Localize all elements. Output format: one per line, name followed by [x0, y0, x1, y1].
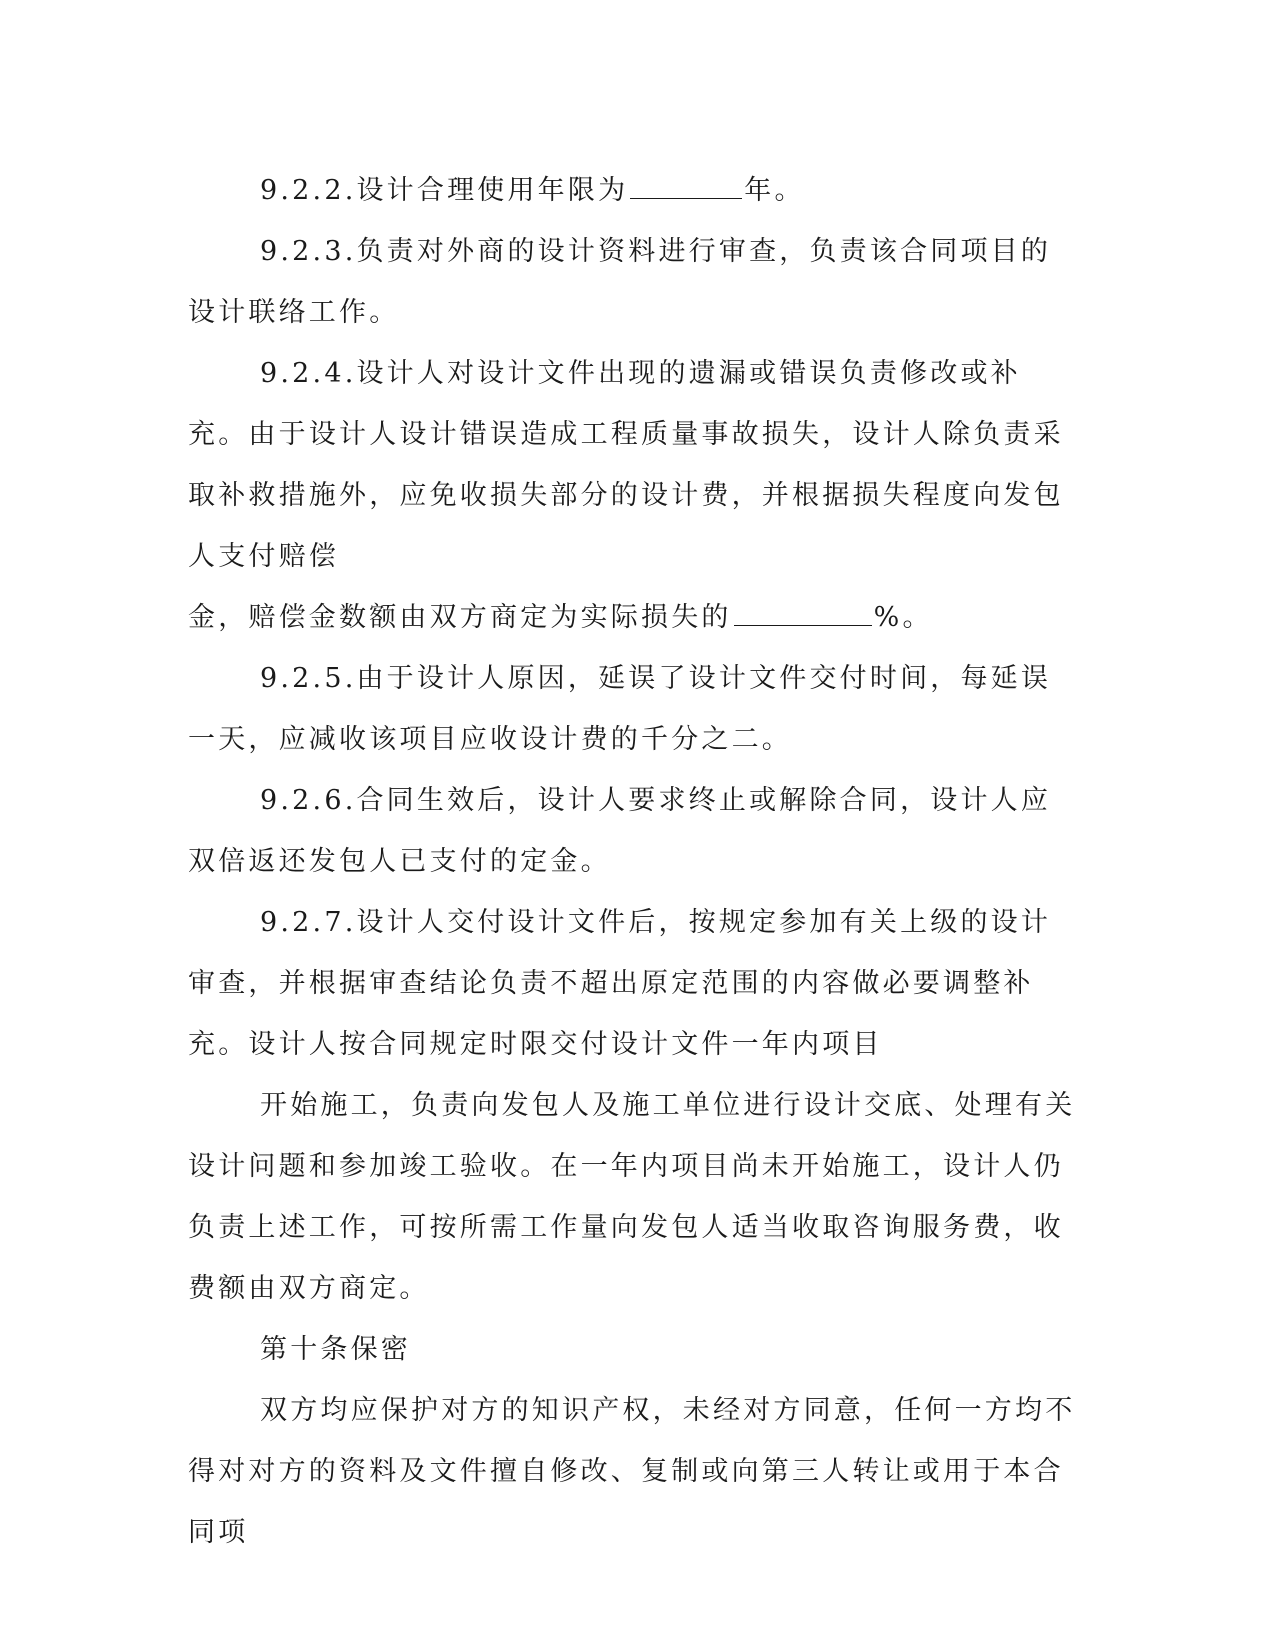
clause-9-2-7: 9.2.7.设计人交付设计文件后，按规定参加有关上级的设计审查，并根据审查结论负责不超出原定范围的内容做必要调整补充。设计人按合同规定时限交付设计文件一年内项目 [188, 907, 1052, 1060]
section-heading-article-10: 第十条保密 [260, 1334, 411, 1365]
clause-text: 外，应免收损失部分的设计费，并根据损失程度向发包人支付赔偿金 [188, 480, 1064, 633]
clause-text: 9.2.2.设计合理使用年限为 [260, 175, 629, 206]
article-10-text: 双方均应保护对方的知识产权，未经对方同意，任何一方均不得对对方的资料及文件擅自修改、复制或向第三人转让或用于本合同项 [188, 1395, 1076, 1548]
clause-9-2-6: 9.2.6.合同生效后，设计人要求终止或解除合同，设计人应双倍返还发包人已支付的定金。 [188, 785, 1052, 877]
clause-text: 9.2.4.设计人对设计文件出现的遗漏或错误负责修改或补充。由于 [188, 358, 1021, 450]
clause-9-2-2 [188, 160, 1078, 221]
clause-text: 设计人设计错误造成工程质量事故损失，设计人除负责采取补救措施 [188, 419, 1064, 511]
clause-9-2-5: 9.2.5.由于设计人原因，延误了设计文件交付时间，每延误一天，应减收该项目应收设计费的千分之二。 [188, 663, 1052, 755]
clause-text: ，赔偿金数额由双方商定为实际损失的 [218, 602, 732, 633]
document-body [188, 160, 1078, 1563]
clause-text: %。 [873, 602, 933, 633]
fill-in-blank-percent[interactable] [734, 603, 872, 626]
clause-9-2-7-continued: 开始施工，负责向发包人及施工单位进行设计交底、处理有关设计问题和参加竣工验收。在一年内项目尚未开始施工，设计人仍负责上述工作，可按所需工作量向发包人适当收取咨询服务费，收费额由双方商定。 [188, 1090, 1076, 1304]
clause-9-2-4 [188, 343, 1078, 648]
fill-in-blank-years[interactable] [630, 176, 742, 199]
clause-9-2-3: 9.2.3.负责对外商的设计资料进行审查，负责该合同项目的设计联络工作。 [188, 236, 1052, 328]
clause-text: 年。 [744, 175, 805, 206]
